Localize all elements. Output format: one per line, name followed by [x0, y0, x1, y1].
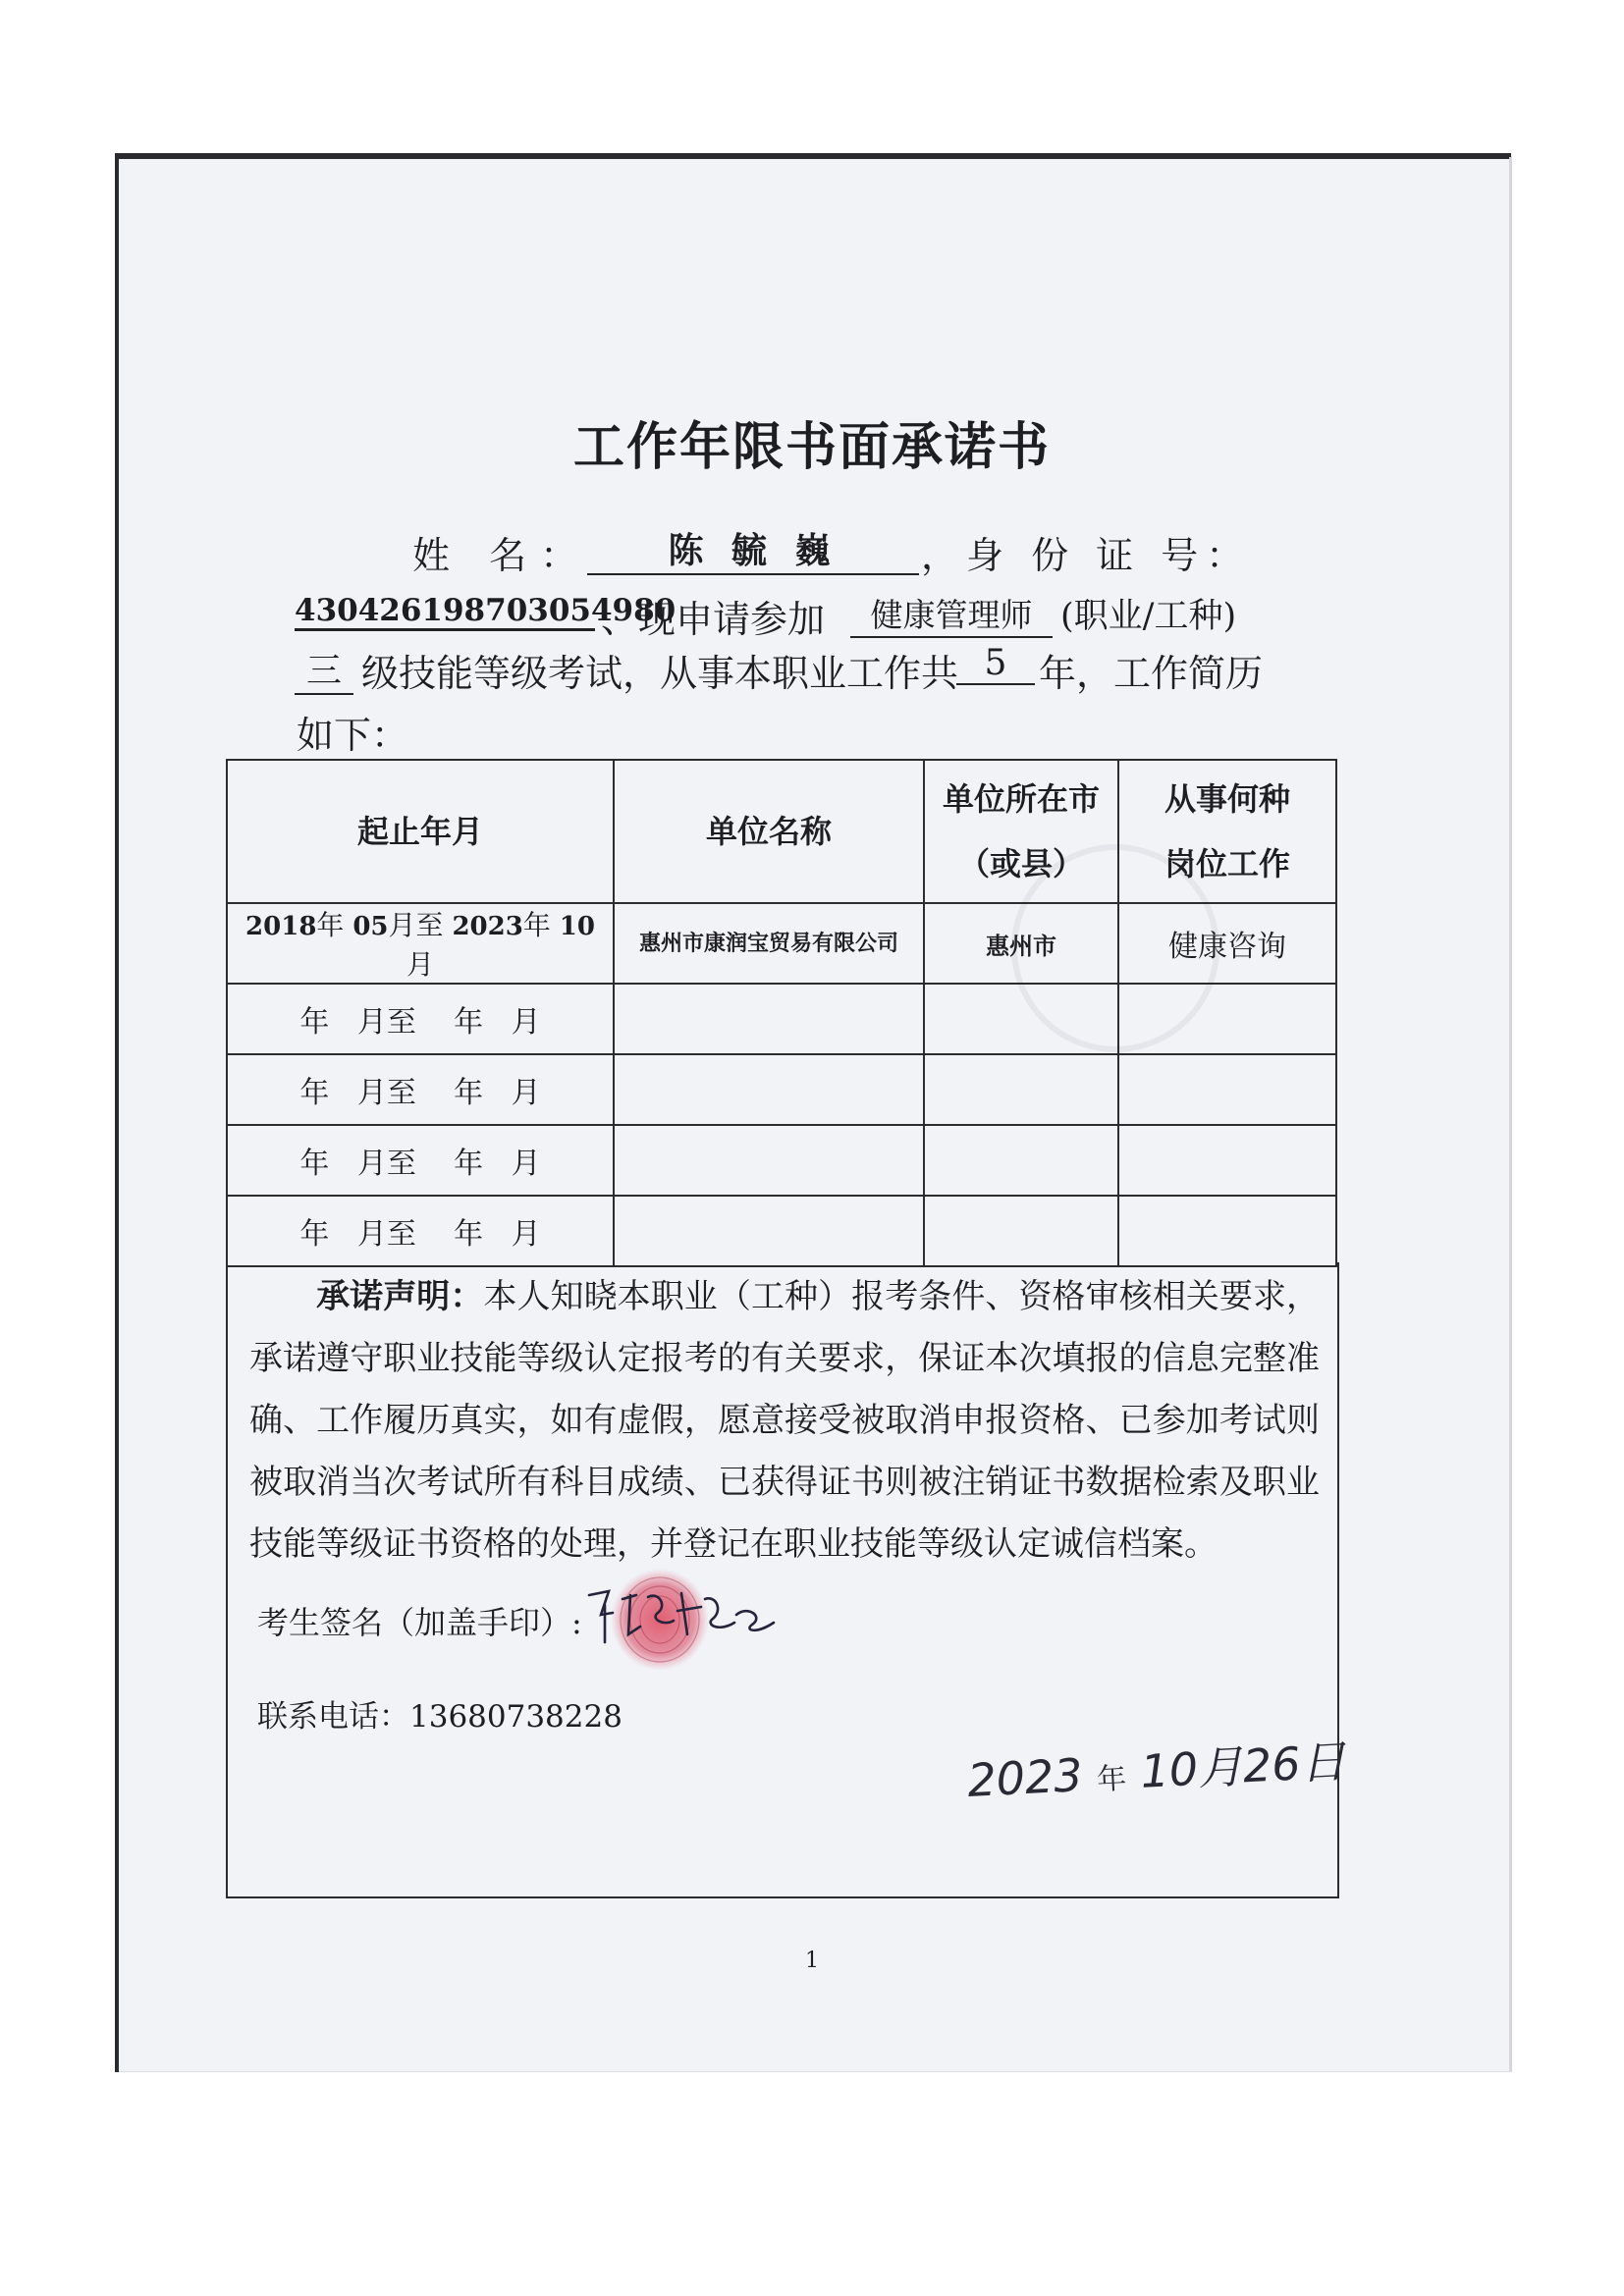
date-month: 10月: [1139, 1739, 1245, 1798]
signature-with-thumbprint: [579, 1566, 795, 1683]
phone-line: [257, 1691, 623, 1735]
start-month: 05: [352, 912, 389, 941]
city-cell-blank: [924, 1125, 1118, 1196]
date-day: 26日: [1241, 1734, 1347, 1793]
unit-cell-blank: [614, 1196, 924, 1266]
table-row: [227, 1125, 1336, 1196]
month-char: 月: [388, 909, 416, 941]
to-char: 至: [415, 909, 444, 941]
header-period: 起止年月: [227, 760, 614, 903]
city-cell: 惠州市: [924, 903, 1118, 984]
date-year-char: 年: [1096, 1761, 1128, 1798]
year-char: 年: [522, 909, 551, 941]
level-text: 级技能等级考试，从事本职业工作共: [361, 652, 959, 695]
end-month: 10: [559, 912, 595, 941]
period-cell-blank: 年 月至 年 月: [227, 1054, 614, 1125]
apply-text: 、现申请参加: [601, 598, 826, 641]
header-city: [924, 760, 1118, 903]
unit-cell: 惠州市康润宝贸易有限公司: [614, 903, 924, 984]
pledge-lead: 承诺声明：: [316, 1277, 484, 1316]
page-number: 1: [805, 1949, 819, 1973]
year-char: 年: [316, 909, 345, 941]
job-cell-blank: [1118, 984, 1336, 1054]
table-header-row: [227, 760, 1336, 903]
table-row: [227, 903, 1336, 984]
table-row: [227, 1196, 1336, 1266]
end-year: 2023: [452, 912, 523, 941]
pledge-body: 本人知晓本职业（工种）报考条件、资格审核相关要求，承诺遵守职业技能等级认定报考的有关要求，保证本次填报的信息完整准确、工作履历真实，如有虚假，愿意接受被取消申报资格、已参加考试则被取消当次考试所有科目成绩、已获得证书则被注销证书数据检索及职业技能等级证书资格的处理，并登记在职业技能等级认定诚信档案。: [249, 1277, 1321, 1564]
period-cell-blank: 年 月至 年 月: [227, 1125, 614, 1196]
occupation-value: 健康管理师: [850, 590, 1053, 638]
header-unit: 单位名称: [614, 760, 924, 903]
period-cell-blank: 年 月至 年 月: [227, 1196, 614, 1266]
period-cell: [227, 903, 614, 984]
date-year: 2023: [966, 1747, 1084, 1808]
name-label: 姓 名：: [412, 534, 592, 577]
pledge-statement: [249, 1266, 1320, 1575]
start-year: 2018: [245, 912, 317, 941]
city-cell-blank: [924, 1054, 1118, 1125]
years-suffix: 年，工作简历: [1039, 652, 1264, 695]
header-job-line2: 岗位工作: [1164, 845, 1290, 882]
period-cell-blank: 年 月至 年 月: [227, 984, 614, 1054]
scan-edge-top: [117, 153, 1511, 159]
document-title: 工作年限书面承诺书: [572, 417, 1051, 477]
city-cell-blank: [924, 984, 1118, 1054]
header-job: [1118, 760, 1336, 903]
level-value: 三: [295, 643, 353, 695]
phone-value: 13680738228: [409, 1699, 623, 1735]
occupation-suffix: (职业/工种): [1060, 597, 1237, 636]
unit-cell-blank: [614, 984, 924, 1054]
phone-label: 联系电话：: [257, 1699, 409, 1735]
id-label: ，身 份 证 号：: [921, 534, 1252, 577]
job-cell-blank: [1118, 1196, 1336, 1266]
unit-cell-blank: [614, 1125, 924, 1196]
city-cell-blank: [924, 1196, 1118, 1266]
header-city-line1: 单位所在市: [942, 780, 1100, 818]
signature-label: 考生签名（加盖手印）:: [257, 1604, 582, 1641]
unit-cell-blank: [614, 1054, 924, 1125]
job-cell-blank: [1118, 1125, 1336, 1196]
name-value: 陈 毓 巍: [587, 523, 919, 575]
work-history-table: [226, 759, 1337, 1267]
job-cell: 健康咨询: [1118, 903, 1336, 984]
id-number: 430426198703054980: [295, 593, 595, 631]
years-value: 5: [956, 643, 1035, 685]
table-row: [227, 984, 1336, 1054]
header-job-line1: 从事何种: [1164, 780, 1290, 818]
month-char: 月: [406, 948, 434, 981]
intro-end: 如下：: [297, 714, 409, 757]
header-city-line2: （或县）: [957, 845, 1084, 882]
job-cell-blank: [1118, 1054, 1336, 1125]
table-row: [227, 1054, 1336, 1125]
